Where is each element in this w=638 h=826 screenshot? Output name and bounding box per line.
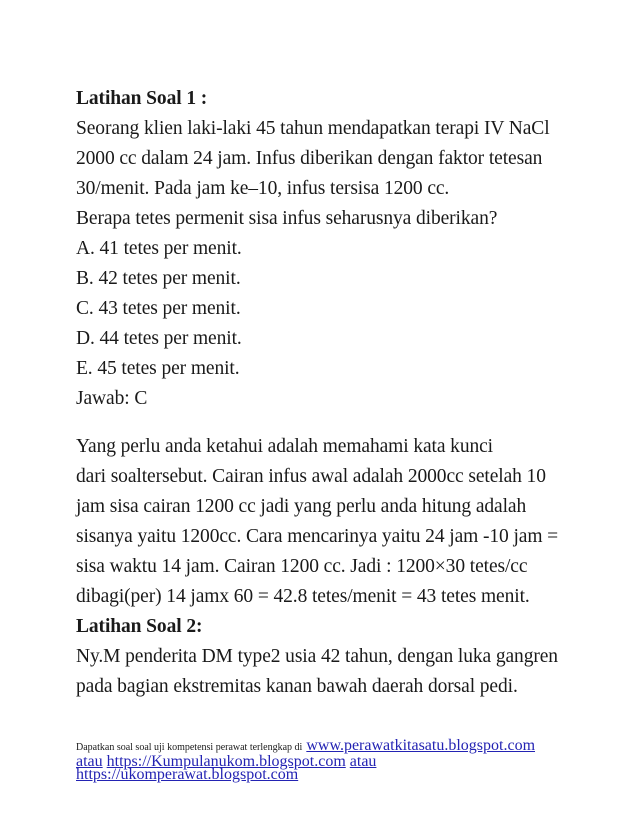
- section2-heading: Latihan Soal 2:: [76, 616, 203, 637]
- footer-promo: [76, 738, 576, 783]
- document-page: [76, 84, 576, 702]
- option-a: A. 41 tetes per menit.: [76, 238, 242, 259]
- answer-line: Jawab: C: [76, 388, 148, 409]
- question-line: Berapa tetes permenit sisa infus seharusnya diberikan?: [76, 208, 498, 229]
- footer-atau-2[interactable]: atau: [349, 753, 377, 770]
- footer-link-kumpulanukom[interactable]: https://Kumpulanukom.blogspot.com: [106, 753, 346, 770]
- question-line: pada bagian ekstremitas kanan bawah daerah dorsal pedi.: [76, 676, 518, 697]
- explanation-line: sisanya yaitu 1200cc. Cara mencarinya yaitu 24 jam -10 jam =: [76, 526, 559, 547]
- footer-prefix: Dapatkan soal soal uji kompetensi perawat terlengkap di: [76, 742, 303, 753]
- question-line: 30/menit. Pada jam ke–10, infus tersisa 1200 cc.: [76, 178, 450, 199]
- section1-heading: Latihan Soal 1 :: [76, 88, 208, 109]
- explanation-line: dari soaltersebut. Cairan infus awal adalah 2000cc setelah 10: [76, 466, 546, 487]
- question-line: Ny.M penderita DM type2 usia 42 tahun, dengan luka gangren: [76, 646, 558, 667]
- option-c: C. 43 tetes per menit.: [76, 298, 241, 319]
- question-line: 2000 cc dalam 24 jam. Infus diberikan dengan faktor tetesan: [76, 148, 543, 169]
- explanation-line: Yang perlu anda ketahui adalah memahami kata kunci: [76, 436, 494, 457]
- question-line: Seorang klien laki-laki 45 tahun mendapatkan terapi IV NaCl: [76, 118, 550, 139]
- explanation-line: jam sisa cairan 1200 cc jadi yang perlu anda hitung adalah: [76, 496, 527, 517]
- option-b: B. 42 tetes per menit.: [76, 268, 241, 289]
- footer-link-perawatkitasatu[interactable]: www.perawatkitasatu.blogspot.com: [306, 737, 536, 754]
- footer-link-ukomperawat[interactable]: https://ukomperawat.blogspot.com: [76, 766, 299, 783]
- explanation-line: dibagi(per) 14 jamx 60 = 42.8 tetes/menit = 43 tetes menit.: [76, 586, 530, 607]
- paragraph-gap: [76, 414, 576, 432]
- option-e: E. 45 tetes per menit.: [76, 358, 240, 379]
- explanation-line: sisa waktu 14 jam. Cairan 1200 cc. Jadi : 1200×30 tetes/cc: [76, 556, 528, 577]
- footer-atau-1[interactable]: atau: [76, 753, 103, 770]
- option-d: D. 44 tetes per menit.: [76, 328, 242, 349]
